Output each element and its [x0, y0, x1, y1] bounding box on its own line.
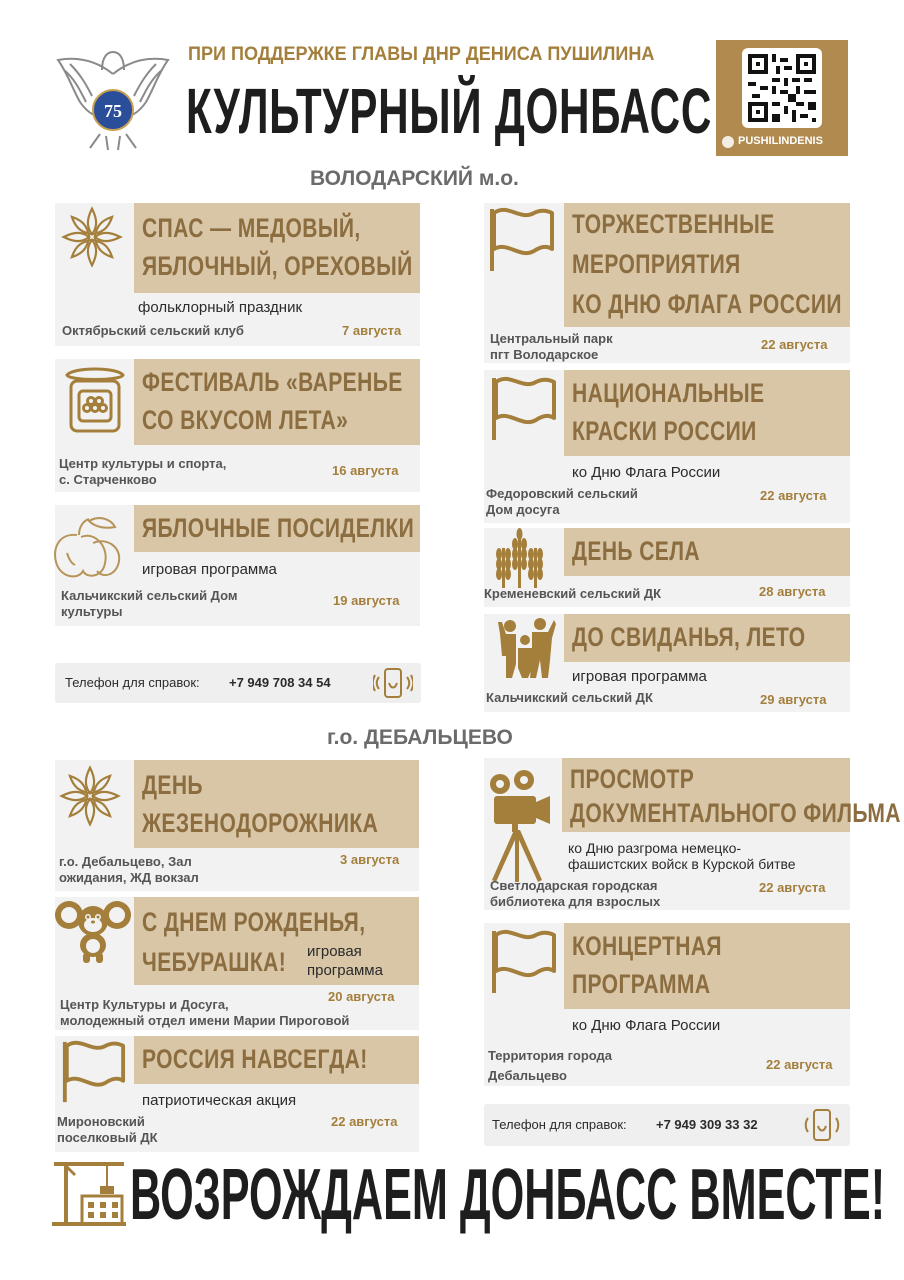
section-title-debaltsevo: г.о. ДЕБАЛЬЦЕВО: [327, 726, 513, 749]
event-subtitle: игровая программа: [142, 561, 277, 578]
event-date: 22 августа: [759, 880, 826, 895]
event-title-box: [134, 203, 420, 293]
event-title: ЯБЛОЧНЫЙ, ОРЕХОВЫЙ: [142, 251, 413, 281]
event-date: 19 августа: [333, 593, 400, 608]
event-venue: Кальчикский сельский ДК: [486, 690, 653, 705]
event-card: [55, 359, 420, 492]
event-title: ПРОГРАММА: [572, 969, 711, 999]
event-title-box: [562, 758, 901, 832]
event-title: КО ДНЮ ФЛАГА РОССИИ: [572, 289, 842, 319]
event-title-box: [564, 614, 850, 662]
event-title-box: [564, 203, 850, 327]
apples-icon: [47, 513, 127, 585]
event-venue: Территория города: [488, 1048, 613, 1063]
event-date: 22 августа: [760, 488, 827, 503]
event-venue: культуры: [61, 604, 123, 619]
mobile-phone-icon: [802, 1108, 842, 1142]
phone-number[interactable]: +7 949 708 34 54: [229, 675, 331, 690]
flag-icon: [488, 927, 558, 997]
event-card: [484, 758, 901, 910]
qr-handle[interactable]: PUSHILINDENIS: [738, 135, 823, 147]
event-card: [55, 203, 420, 346]
event-subtitle: ко Дню разгрома немецко-: [568, 840, 742, 856]
event-subtitle: фашистских войск в Курской битве: [568, 856, 796, 872]
event-title-box: [134, 897, 419, 985]
event-subtitle: фольклорный праздник: [138, 299, 303, 316]
event-title: ДОКУМЕНТАЛЬНОГО ФИЛЬМА: [570, 798, 901, 828]
event-title: С ДНЕМ РОЖДЕНЬЯ,: [142, 907, 366, 937]
event-card: [484, 203, 850, 363]
event-date: 3 августа: [340, 852, 400, 867]
event-date: 16 августа: [332, 463, 399, 478]
construction-crane-icon: [52, 1156, 126, 1228]
event-date: 22 августа: [766, 1057, 833, 1072]
event-venue: библиотека для взрослых: [490, 894, 661, 909]
mobile-phone-icon: [373, 667, 413, 699]
section-title-volodarsky: ВОЛОДАРСКИЙ м.о.: [310, 167, 519, 190]
support-line: ПРИ ПОДДЕРЖКЕ ГЛАВЫ ДНР ДЕНИСА ПУШИЛИНА: [188, 44, 655, 65]
event-title: ДО СВИДАНЬЯ, ЛЕТО: [572, 622, 806, 652]
event-venue: ожидания, ЖД вокзал: [59, 870, 199, 885]
event-title-box: [564, 923, 850, 1009]
phone-bar[interactable]: [484, 1104, 850, 1146]
eagle-emblem-icon: [50, 44, 176, 154]
wheat-icon: [486, 528, 552, 588]
event-title-box: [134, 359, 420, 445]
event-subtitle: ко Дню Флага России: [572, 1017, 721, 1034]
event-card: [55, 505, 420, 626]
event-title: ЧЕБУРАШКА!: [142, 947, 287, 977]
cheburashka-icon: [55, 897, 131, 963]
event-venue: Центр Культуры и Досуга,: [60, 997, 229, 1012]
event-venue: Кременевский сельский ДК: [484, 586, 662, 601]
phone-bar[interactable]: [55, 663, 421, 703]
event-date: 20 августа: [328, 989, 395, 1004]
event-venue: с. Старченково: [59, 472, 157, 487]
event-venue: Центр культуры и спорта,: [59, 456, 227, 471]
event-venue: Мироновский: [57, 1114, 145, 1129]
event-title: ДЕНЬ СЕЛА: [572, 536, 701, 566]
flag-icon: [486, 205, 556, 275]
event-card: [55, 760, 419, 891]
event-title-box: [134, 760, 419, 848]
flag-icon: [59, 1038, 127, 1106]
qr-code-icon: [748, 54, 816, 122]
event-card: [484, 528, 850, 607]
phone-number[interactable]: +7 949 309 33 32: [656, 1117, 758, 1132]
page-title: КУЛЬТУРНЫЙ ДОНБАСС: [186, 75, 712, 147]
event-venue: пгт Володарское: [490, 347, 599, 362]
event-date: 28 августа: [759, 584, 826, 599]
family-icon: [496, 616, 556, 680]
event-card: [484, 370, 850, 523]
event-date: 22 августа: [331, 1114, 398, 1129]
event-date: 29 августа: [760, 692, 827, 707]
event-venue: Кальчикский сельский Дом: [61, 588, 238, 603]
event-title-box: [564, 528, 850, 576]
event-title: ПРОСМОТР: [570, 764, 695, 794]
event-card: [55, 897, 419, 1030]
phone-label: Телефон для справок:: [492, 1117, 627, 1132]
event-title: НАЦИОНАЛЬНЫЕ: [572, 378, 765, 408]
event-title-box: [564, 370, 850, 456]
event-date: 22 августа: [761, 337, 828, 352]
event-venue: Дом досуга: [486, 502, 560, 517]
event-card: [484, 614, 850, 712]
event-title: СО ВКУСОМ ЛЕТА»: [142, 405, 349, 435]
event-title-box: [134, 1036, 419, 1084]
event-subtitle: ко Дню Флага России: [572, 464, 721, 481]
film-camera-icon: [484, 768, 560, 884]
qr-block[interactable]: [716, 40, 848, 156]
event-title: ДЕНЬ: [142, 770, 203, 800]
emblem: [50, 44, 176, 154]
event-venue: молодежный отдел имени Марии Пироговой: [60, 1013, 350, 1028]
event-title: ФЕСТИВАЛЬ «ВАРЕНЬЕ: [142, 367, 403, 397]
event-venue: Октябрьский сельский клуб: [62, 323, 244, 338]
telegram-icon: [722, 136, 734, 148]
jam-jar-icon: [63, 365, 127, 435]
qr-code[interactable]: [742, 48, 822, 128]
event-title: ЖЕЗЕНОДОРОЖНИКА: [142, 808, 379, 838]
event-title-box: [134, 505, 420, 552]
ornament-icon: [58, 764, 122, 828]
event-title: ТОРЖЕСТВЕННЫЕ: [572, 209, 775, 239]
event-subtitle: патриотическая акция: [142, 1092, 297, 1109]
event-venue: Дебальцево: [488, 1068, 567, 1083]
phone-label: Телефон для справок:: [65, 675, 200, 690]
event-subtitle: игровая: [307, 943, 362, 960]
event-card: [55, 1036, 419, 1152]
event-venue: Федоровский сельский: [486, 486, 638, 501]
event-venue: Светлодарская городская: [490, 878, 658, 893]
event-venue: поселковый ДК: [57, 1130, 158, 1145]
event-title: СПАС — МЕДОВЫЙ,: [142, 213, 361, 243]
event-title: КРАСКИ РОССИИ: [572, 416, 757, 446]
event-title: ЯБЛОЧНЫЕ ПОСИДЕЛКИ: [142, 513, 415, 543]
event-venue: г.о. Дебальцево, Зал: [59, 854, 192, 869]
event-venue: Центральный парк: [490, 331, 613, 346]
footer-slogan: ВОЗРОЖДАЕМ ДОНБАСС ВМЕСТЕ!: [130, 1155, 886, 1235]
event-card: [484, 923, 850, 1086]
event-date: 7 августа: [342, 323, 402, 338]
event-title: КОНЦЕРТНАЯ: [572, 931, 722, 961]
ornament-icon: [60, 205, 124, 269]
event-subtitle: игровая программа: [572, 668, 707, 685]
svg-text:75: 75: [104, 101, 122, 121]
flag-icon: [488, 374, 558, 444]
event-title: РОССИЯ НАВСЕГДА!: [142, 1044, 368, 1074]
event-title: МЕРОПРИЯТИЯ: [572, 249, 741, 279]
event-subtitle: программа: [307, 962, 383, 979]
